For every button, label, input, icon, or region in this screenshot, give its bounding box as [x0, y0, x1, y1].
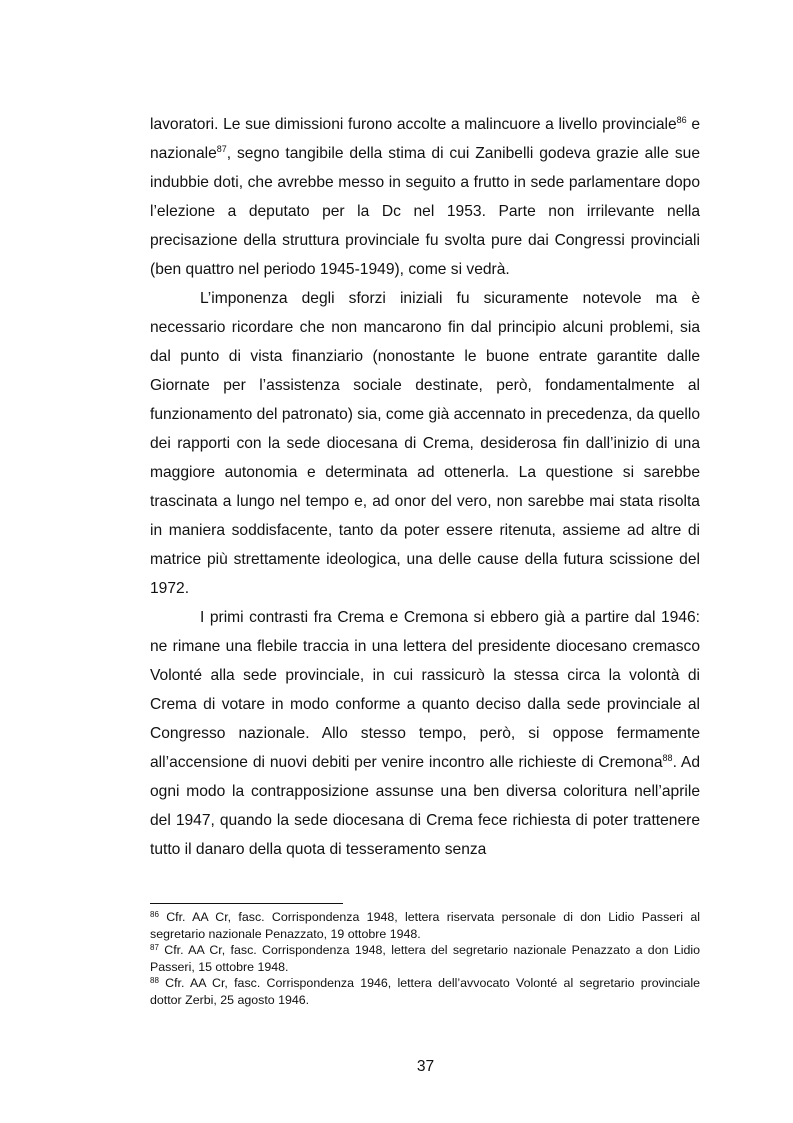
footnote-87 [150, 942, 700, 975]
footnote-ref-86[interactable]: 86 [676, 115, 687, 125]
paragraph-3-text-b: . Ad ogni modo la contrapposizione assunse una ben diversa coloritura nell’aprile del 1947, quando la sede diocesana di Crema fece richiesta di poter trattenere tutto il danaro della quota di tesseramento senza [150, 754, 700, 858]
footnote-separator [150, 903, 343, 904]
footnote-number: 87 [150, 943, 159, 952]
footnote-ref-87[interactable]: 87 [216, 144, 227, 154]
footnote-ref-88[interactable]: 88 [662, 753, 673, 763]
footnote-text: Cfr. AA Cr, fasc. Corrispondenza 1948, lettera del segretario nazionale Penazzato a don Lidio Passeri, 15 ottobre 1948. [150, 943, 700, 974]
page-number: 37 [416, 1058, 435, 1075]
paragraph-3 [150, 603, 700, 864]
footnote-text: Cfr. AA Cr, fasc. Corrispondenza 1946, lettera dell’avvocato Volonté al segretario provinciale dottor Zerbi, 25 agosto 1946. [150, 976, 700, 1007]
paragraph-1-text-a: lavoratori. Le sue dimissioni furono accolte a malincuore a livello provinciale [150, 116, 677, 133]
paragraph-3-text-a: I primi contrasti fra Crema e Cremona si ebbero già a partire dal 1946: ne rimane una flebile traccia in una lettera del presidente diocesano cremasco Volonté alla sede provinciale, in cui rassicurò la stessa circa la volontà di Crema di votare in modo conforme a quanto deciso dalla sede provinciale al Congresso nazionale. Allo stesso tempo, però, si oppose fermamente all’accensione di nuovi debiti per venire incontro alle richieste di Cremona [150, 609, 700, 771]
paragraph-1 [150, 110, 700, 284]
footnotes [150, 909, 700, 1008]
footnote-86 [150, 909, 700, 942]
body-text [150, 110, 700, 864]
footnote-88 [150, 975, 700, 1008]
footnote-text: Cfr. AA Cr, fasc. Corrispondenza 1948, lettera riservata personale di don Lidio Passeri al segretario nazionale Penazzato, 19 ottobre 1948. [150, 910, 700, 941]
footnote-number: 86 [150, 910, 159, 919]
paragraph-1-text-b: e nazionale [150, 116, 700, 162]
paragraph-2: L’imponenza degli sforzi iniziali fu sicuramente notevole ma è necessario ricordare che non mancarono fin dal principio alcuni problemi, sia dal punto di vista finanziario (nonostante le buone entrate garantite dalle Giornate per l’assistenza sociale destinate, però, fondamentalmente al funzionamento del patronato) sia, come già accennato in precedenza, da quello dei rapporti con la sede diocesana di Crema, desiderosa fin dall’inizio di una maggiore autonomia e determinata ad ottenerla. La questione si sarebbe trascinata a lungo nel tempo e, ad onor del vero, non sarebbe mai stata risolta in maniera soddisfacente, tanto da poter essere ritenuta, assieme ad altre di matrice più strettamente ideologica, una delle cause della futura scissione del 1972. [150, 290, 700, 597]
paragraph-1-text-c: , segno tangibile della stima di cui Zanibelli godeva grazie alle sue indubbie doti, che avrebbe messo in seguito a frutto in sede parlamentare dopo l’elezione a deputato per la Dc nel 1953. Parte non irrilevante nella precisazione della struttura provinciale fu svolta pure dai Congressi provinciali (ben quattro nel periodo 1945-1949), come si vedrà. [150, 145, 700, 278]
footnote-number: 88 [150, 976, 159, 985]
